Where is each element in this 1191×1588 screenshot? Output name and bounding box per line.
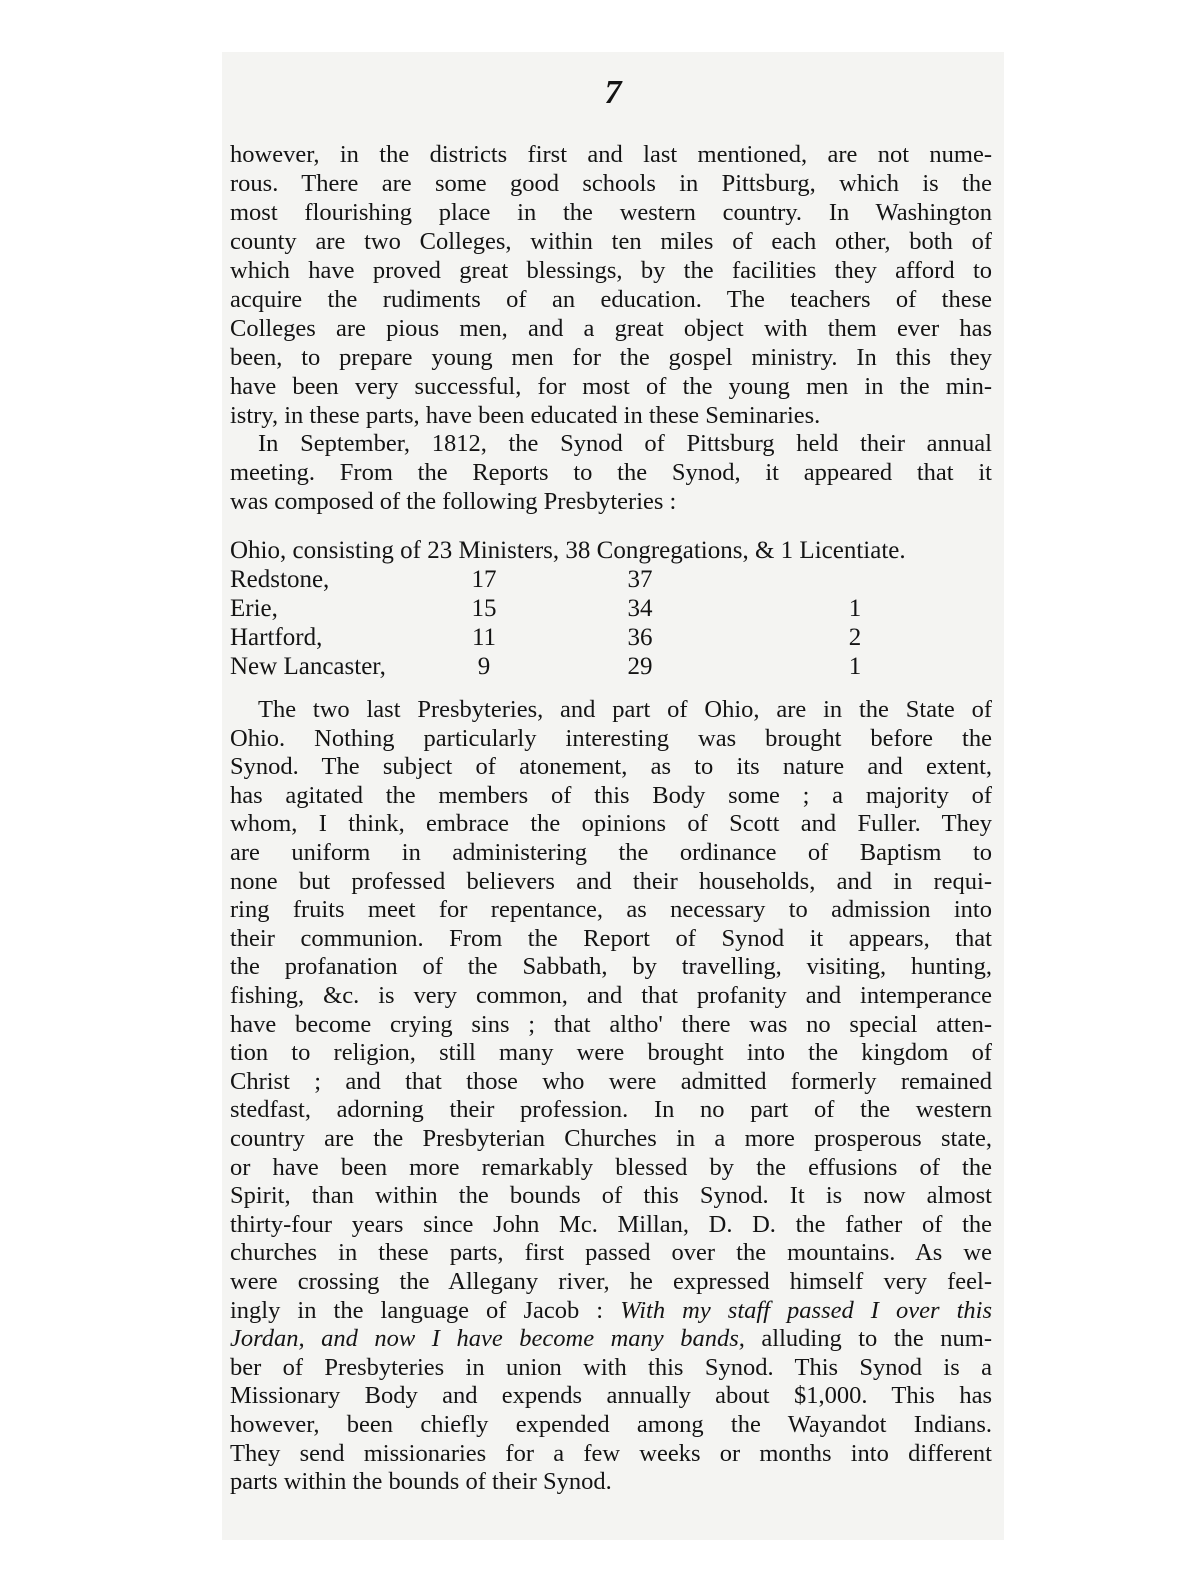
paragraph-line: thirty-four years since John Mc. Millan, D. D. the father of the [230,1211,992,1238]
paragraph-line: been, to prepare young men for the gospel ministry. In this they [230,344,992,371]
congregations-count: 36 [627,624,653,651]
quote-lead-in: ingly in the language of Jacob : [230,1297,621,1324]
paragraph-line: istry, in these parts, have been educated in these Seminaries. [230,402,821,429]
paragraph-line: parts within the bounds of their Synod. [230,1468,612,1495]
page-number: 7 [604,74,622,111]
paragraph-line: Spirit, than within the bounds of this Synod. It is now almost [230,1182,992,1209]
paragraph-line: In September, 1812, the Synod of Pittsburg held their annual [258,430,992,457]
paragraph-line: Missionary Body and expends annually about $1,000. This has [230,1382,992,1409]
ministers-count: 15 [471,595,497,622]
presbyteries-table-header: Ohio, consisting of 23 Ministers, 38 Congregations, & 1 Licentiate. [230,537,906,564]
paragraph-line: most flourishing place in the western country. In Washington [230,199,992,226]
licentiates-count: 1 [848,653,862,680]
congregations-count: 29 [627,653,653,680]
paragraph-line: stedfast, adorning their profession. In no part of the western [230,1096,992,1123]
paragraph-line-quote-end [230,1324,992,1353]
paragraph-line: tion to religion, still many were brought into the kingdom of [230,1039,992,1066]
ministers-count: 17 [471,566,497,593]
scripture-quote: With my staff passed I over this [620,1297,992,1324]
ministers-count: 11 [471,624,497,651]
paragraph-line: ring fruits meet for repentance, as necessary to admission into [230,896,992,923]
paragraph-line: were crossing the Allegany river, he expressed himself very feel- [230,1268,992,1295]
paragraph-line: ber of Presbyteries in union with this Synod. This Synod is a [230,1354,992,1381]
paragraph-line: none but professed believers and their households, and in requi- [230,868,992,895]
congregations-count: 34 [627,595,653,622]
congregations-count: 37 [627,566,653,593]
paragraph-line: meeting. From the Reports to the Synod, it appeared that it [230,459,992,486]
ministers-count: 9 [477,653,491,680]
paragraph-line: Synod. The subject of atonement, as to its nature and extent, [230,753,992,780]
paragraph-line: The two last Presbyteries, and part of Ohio, are in the State of [258,696,992,723]
table-row [230,565,1002,594]
table-row [230,623,1002,652]
paragraph-line: country are the Presbyterian Churches in a more prosperous state, [230,1125,992,1152]
paragraph-line: have been very successful, for most of the young men in the min- [230,373,992,400]
paragraph-line: They send missionaries for a few weeks or months into different [230,1440,992,1467]
paragraph-line: are uniform in administering the ordinance of Baptism to [230,839,992,866]
paragraph-line: Christ ; and that those who were admitted formerly remained [230,1068,992,1095]
table-row [230,594,1002,623]
paragraph-line: rous. There are some good schools in Pittsburg, which is the [230,170,992,197]
scripture-quote: Jordan, and now I have become many bands, [230,1325,762,1352]
quote-continuation: alluding to the num- [761,1325,992,1352]
paragraph-line: acquire the rudiments of an education. The teachers of these [230,286,992,313]
scanned-page [222,52,1004,1540]
presbytery-name: Redstone, [230,566,330,593]
paragraph-line: their communion. From the Report of Synod it appears, that [230,925,992,952]
presbytery-name: Erie, [230,595,278,622]
paragraph-line: Ohio. Nothing particularly interesting was brought before the [230,725,992,752]
paragraph-line: whom, I think, embrace the opinions of Scott and Fuller. They [230,810,992,837]
paragraph-line: churches in these parts, first passed over the mountains. As we [230,1239,992,1266]
paragraph-line: or have been more remarkably blessed by the effusions of the [230,1154,992,1181]
presbytery-name: New Lancaster, [230,653,386,680]
paragraph-line: county are two Colleges, within ten miles of each other, both of [230,228,992,255]
paragraph-line: have become crying sins ; that altho' there was no special atten- [230,1011,992,1038]
licentiates-count: 2 [848,624,862,651]
table-row [230,652,1002,681]
paragraph-line: however, in the districts first and last mentioned, are not nume- [230,141,992,168]
paragraph-line: fishing, &c. is very common, and that profanity and intemperance [230,982,992,1009]
paragraph-line: was composed of the following Presbyteries : [230,488,677,515]
paragraph-line-quote-start [230,1296,992,1325]
paragraph-line: however, been chiefly expended among the Wayandot Indians. [230,1411,992,1438]
paragraph-line: which have proved great blessings, by the facilities they afford to [230,257,992,284]
paragraph-line: has agitated the members of this Body some ; a majority of [230,782,992,809]
licentiates-count: 1 [848,595,862,622]
paragraph-line: Colleges are pious men, and a great object with them ever has [230,315,992,342]
paragraph-line: the profanation of the Sabbath, by travelling, visiting, hunting, [230,953,992,980]
presbytery-name: Hartford, [230,624,323,651]
